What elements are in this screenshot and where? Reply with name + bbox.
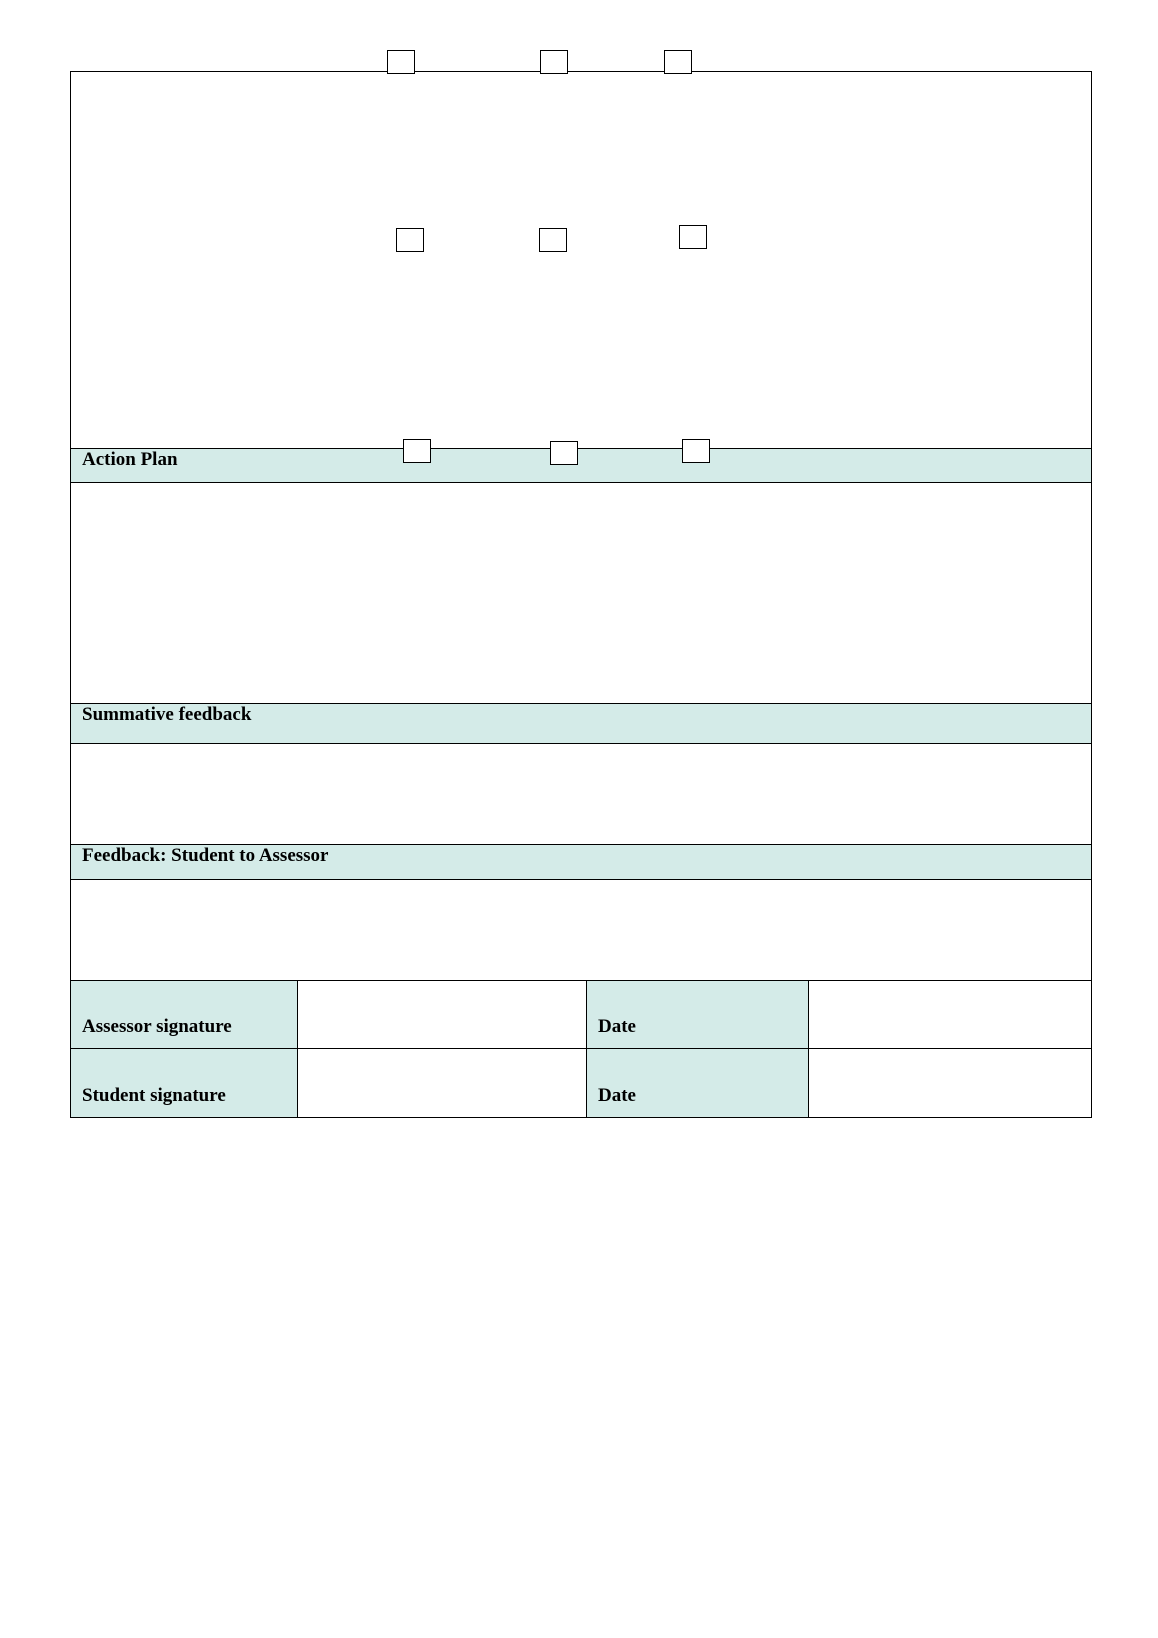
checkbox-row2-option3[interactable]: [679, 225, 707, 249]
checkbox-row1-option1[interactable]: [387, 50, 415, 74]
checkbox-row2-option1[interactable]: [396, 228, 424, 252]
action-plan-field[interactable]: [71, 483, 1092, 704]
student-signature-field[interactable]: [298, 1049, 587, 1118]
checkbox-row2-option2[interactable]: [539, 228, 567, 252]
assessor-signature-label: Assessor signature: [71, 981, 298, 1049]
student-date-field[interactable]: [809, 1049, 1092, 1118]
assessor-date-label: Date: [587, 981, 809, 1049]
checkbox-row3-option3[interactable]: [682, 439, 710, 463]
checkbox-row1-option2[interactable]: [540, 50, 568, 74]
assessor-date-field[interactable]: [809, 981, 1092, 1049]
checkbox-row1-option3[interactable]: [664, 50, 692, 74]
action-plan-header: Action Plan: [71, 449, 1092, 483]
checkbox-row3-option2[interactable]: [550, 441, 578, 465]
top-response-area[interactable]: [71, 72, 1092, 449]
student-signature-label: Student signature: [71, 1049, 298, 1118]
checkbox-row3-option1[interactable]: [403, 439, 431, 463]
student-to-assessor-field[interactable]: [71, 880, 1092, 981]
assessor-signature-field[interactable]: [298, 981, 587, 1049]
summative-feedback-header: Summative feedback: [71, 704, 1092, 744]
summative-feedback-field[interactable]: [71, 744, 1092, 845]
student-date-label: Date: [587, 1049, 809, 1118]
student-to-assessor-header: Feedback: Student to Assessor: [71, 845, 1092, 880]
assessment-form: [70, 71, 1092, 1118]
